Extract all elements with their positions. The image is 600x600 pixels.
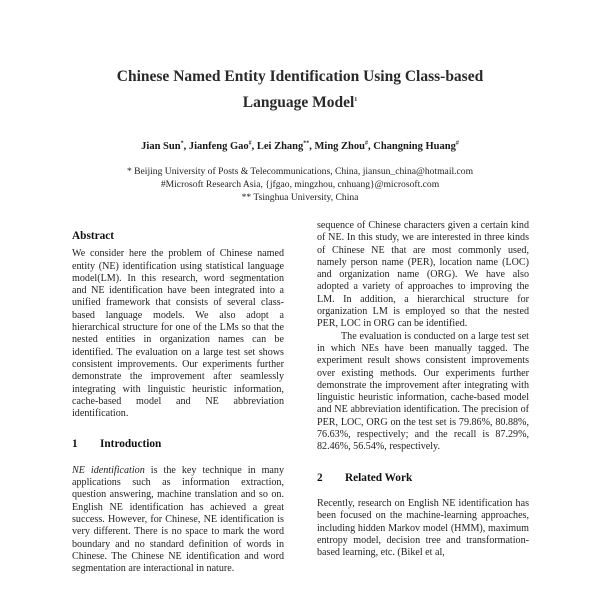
evaluation-paragraph: The evaluation is conducted on a large test set in which NEs have been manually tagged. The experiment result shows consistent improvements over existing methods. Our experiments further demonstrate the improvement after integrating with linguistic heuristic information, cache-based model and NE abbreviation identification. The precision of PER, LOC, ORG on the test set is 79.86%, 80.88%, 76.63%, respectively; and the recall is 87.29%, 82.46%, 56.54%, respectively. bbox=[317, 330, 529, 453]
author-list bbox=[0, 141, 600, 152]
paper-title-line-1: Chinese Named Entity Identification Using Class-based bbox=[116, 68, 484, 85]
title-footnote-mark: 1 bbox=[354, 96, 358, 103]
author-mark: ** bbox=[303, 140, 310, 147]
abstract-heading: Abstract bbox=[72, 230, 115, 242]
section-number: 1 bbox=[72, 438, 78, 451]
related-work-heading bbox=[317, 472, 529, 484]
author-separator: , bbox=[309, 141, 315, 152]
related-work-text: Recently, research on English NE identification has been focused on the machine-learning approaches, including hidden Markov model (HMM), maximum entropy model, decision tree and transformation-based learning, etc. (Bikel et al, bbox=[317, 497, 529, 559]
section-title: Introduction bbox=[100, 438, 162, 451]
affiliation-msra: #Microsoft Research Asia, {jfgao, mingzhou, cnhuang}@microsoft.com bbox=[160, 179, 440, 190]
author-mark: # bbox=[248, 140, 252, 147]
introduction-continued-text: sequence of Chinese characters given a certain kind of NE. In this study, we are interested in three kinds of Chinese NE that are most commonly used, namely person name (PER), location name (LOC) and organization name (ORG). We have also adopted a variety of approaches to improving the LM. In addition, a hierarchical structure for organization LM is employed so that the nested PER, LOC in ORG can be identified. bbox=[317, 220, 529, 330]
author-separator: , bbox=[183, 141, 189, 152]
introduction-lead-term: NE identification bbox=[72, 464, 145, 476]
author-separator: , bbox=[251, 141, 257, 152]
right-column bbox=[317, 220, 529, 559]
abstract-text: We consider here the problem of Chinese named entity (NE) identification using statistical language model(LM). In this research, word segmentation and NE identification have been integrated into a unified framework that consists of several class-based language models. We also adopt a hierarchical structure for one of the LMs so that the nested entities in organization names can be identified. The evaluation on a large test set shows consistent improvements. Our experiments further demonstrate the improvement after seamlessly integrating with linguistic heuristic information, cache-based model and NE abbreviation identification. bbox=[72, 248, 284, 420]
author-separator: , bbox=[367, 141, 374, 152]
author-mark: # bbox=[364, 140, 368, 147]
author-name: Ming Zhou bbox=[314, 141, 365, 152]
section-title: Related Work bbox=[345, 471, 413, 484]
affiliation-bupt: * Beijing University of Posts & Telecommunications, China, jiansun_china@hotmail.com bbox=[126, 166, 474, 177]
introduction-text bbox=[72, 465, 284, 576]
paper-title-line-2 bbox=[0, 94, 600, 112]
author-name: Lei Zhang bbox=[256, 141, 304, 152]
author-name: Jian Sun bbox=[141, 141, 181, 152]
author-name: Jianfeng Gao bbox=[188, 141, 249, 152]
introduction-body: is the key technique in many applications such as information extraction, question answering, machine translation and so on. English NE identification has achieved a great success. However, for Chinese, NE identification is very different. There is no space to mark the word boundary and no standard definition of words in Chinese. The Chinese NE identification and word segmentation are interactional in nature. bbox=[72, 464, 285, 575]
author-name: Changning Huang bbox=[373, 141, 456, 152]
introduction-heading bbox=[72, 438, 284, 450]
author-mark: * bbox=[180, 140, 184, 147]
paper-title-text: Language Model bbox=[242, 94, 355, 111]
left-column bbox=[72, 230, 284, 575]
section-number: 2 bbox=[317, 471, 323, 484]
author-mark: # bbox=[455, 140, 459, 147]
affiliation-tsinghua: ** Tsinghua University, China bbox=[241, 192, 359, 203]
